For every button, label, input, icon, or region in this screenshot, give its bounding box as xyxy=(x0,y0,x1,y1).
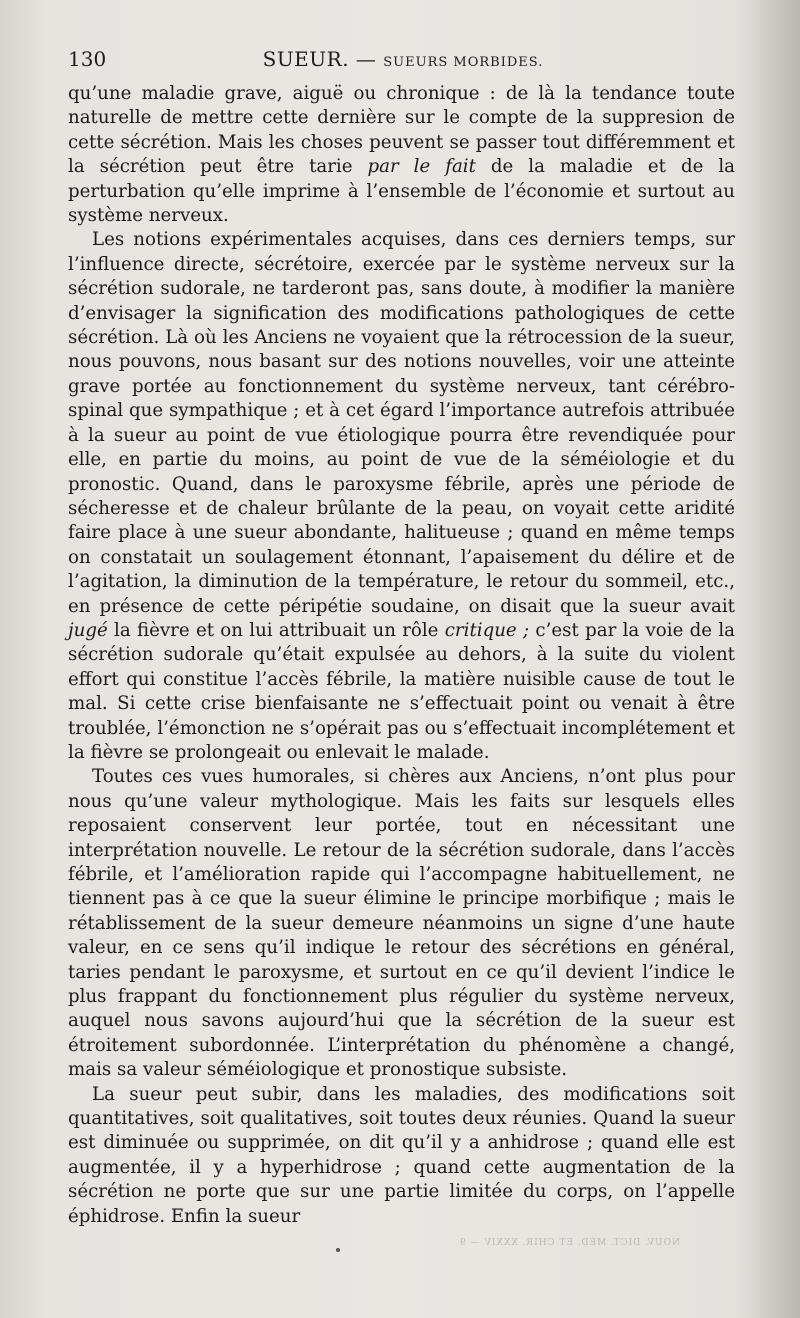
paragraph-2 xyxy=(68,228,735,765)
ink-speck xyxy=(336,1248,340,1252)
text-run: Toutes ces vues humorales, si chères aux Anciens, n’ont plus pour nous qu’une valeur mythologique. Mais les faits sur lesquels elles reposaient conservent leur portée, tout en nécessitant une interprétation nouvelle. Le retour de la sécrétion sudorale, dans l’accès fébrile, et l’amélioration rapide qui l’accompagne habituellement, ne tiennent pas à ce que la sueur élimine le principe morbifique ; mais le rétablissement de la sueur demeure néanmoins un signe d’une haute valeur, en ce sens qu’il indique le retour des sécrétions en général, taries pendant le paroxysme, et surtout en ce qu’il devient l’indice le plus frappant du fonctionnement plus régulier du système nerveux, auquel nous savons aujourd’hui que la sécrétion de la sueur est étroitement subordonnée. L’interprétation du phénomène a changé, mais sa valeur séméiologique et pronostique subsiste. xyxy=(68,766,735,1081)
page-number: 130 xyxy=(68,47,107,71)
running-head xyxy=(68,44,738,78)
paragraph-1 xyxy=(68,82,735,228)
text-run: qu’une maladie grave, aiguë ou chronique : de là la tendance toute naturelle de mettre cette dernière sur le compte de la suppresion de cette sécrétion. Mais les choses peuvent se passer tout différemment et la sécrétion peut être tarie xyxy=(68,83,735,178)
text-run: la fièvre et on lui attribuait un rôle xyxy=(107,619,445,641)
italic-run: critique ; xyxy=(444,619,530,641)
body-text xyxy=(68,82,735,1229)
running-subtitle: SUEURS MORBIDES. xyxy=(383,55,544,70)
text-run: de la maladie et de la perturbation qu’elle imprime à l’ensemble de l’économie et surtout au système nerveux. xyxy=(68,156,735,227)
running-title: SUEUR. — xyxy=(262,47,384,71)
page-header xyxy=(68,44,738,74)
paragraph-3 xyxy=(68,765,735,1082)
text-run: La sueur peut subir, dans les maladies, des modifications soit quantitatives, soit qualitatives, soit toutes deux réunies. Quand la sueur est diminuée ou supprimée, on dit qu’il y a anhidrose ; quand elle est augmentée, il y a hyperhidrose ; quand cette augmentation de la sécrétion ne porte que sur une partie limitée du corps, on l’appelle éphidrose. Enfin la sueur xyxy=(68,1083,735,1227)
text-run: c’est par la voie de la sécrétion sudorale qu’était expulsée au dehors, à la suite du violent effort qui constitue l’accès fébrile, la matière nuisible cause de tout le mal. Si cette crise bienfaisante ne s’effectuait point ou venait à être troublée, l’émonction ne s’opérait pas ou s’effectuait incomplétement et la fièvre se prolongeait ou enlevait le malade. xyxy=(68,619,735,763)
text-run: Les notions expérimentales acquises, dans ces derniers temps, sur l’influence directe, sécrétoire, exercée par le système nerveux sur la sécrétion sudorale, ne tarderont pas, sans doute, à modifier la manière d’envisager la signification des modifications pathologiques de cette sécrétion. Là où les Anciens ne voyaient que la rétrocession de la sueur, nous pouvons, nous basant sur des notions nouvelles, voir une atteinte grave portée au fonctionnement du système nerveux, tant cérébro-spinal que sympathique ; et à cet égard l’importance autrefois attribuée à la sueur au point de vue étiologique pourra être revendiquée pour elle, en partie du moins, au point de vue de la séméiologie et du pronostic. Quand, dans le paroxysme fébrile, après une période de sécheresse et de chaleur brûlante de la peau, on voyait cette aridité faire place à une sueur abondante, halitueuse ; quand en même temps on constatait un soulagement étonnant, l’apaisement du délire et de l’agitation, la diminution de la température, le retour du sommeil, etc., en présence de cette péripétie soudaine, on disait que la sueur avait xyxy=(68,229,735,617)
italic-run: par le fait xyxy=(367,156,476,178)
italic-run: jugé xyxy=(68,619,108,641)
show-through-signature: NOUV. DICT. MÉD. ET CHIR. XXXIV — 9 xyxy=(459,1238,680,1248)
paragraph-4 xyxy=(68,1083,735,1229)
